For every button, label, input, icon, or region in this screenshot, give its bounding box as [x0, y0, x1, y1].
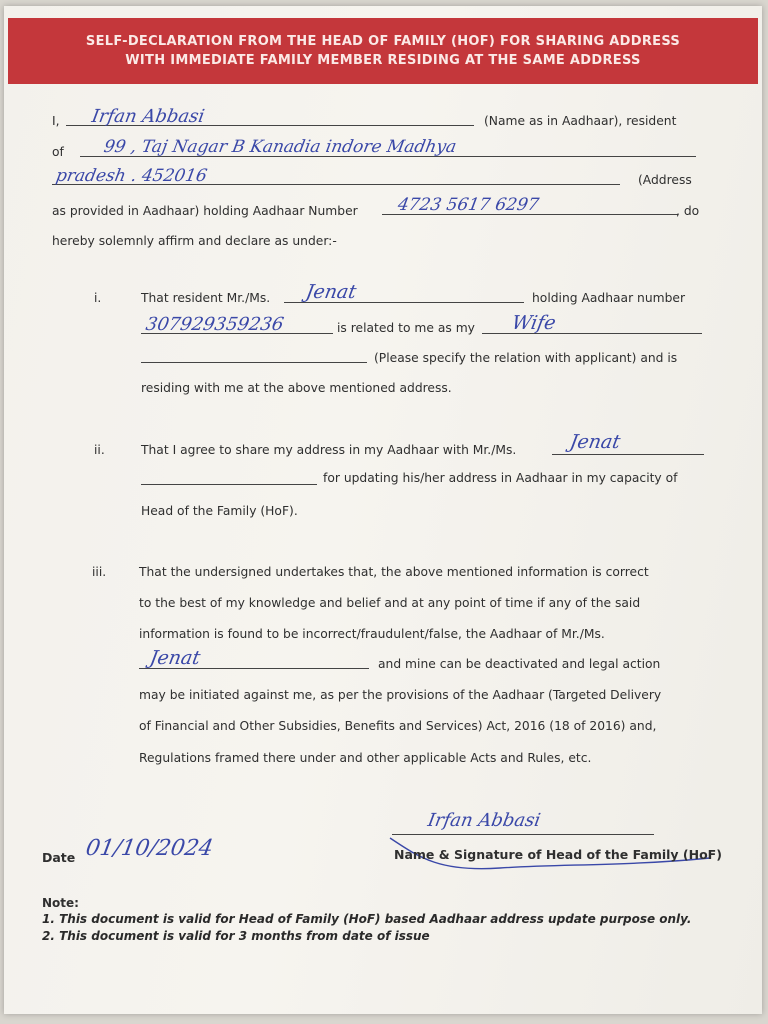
- address-hint: (Address: [638, 173, 692, 187]
- clause-3-line-6: of Financial and Other Subsidies, Benefits and Services) Act, 2016 (18 of 2016) and,: [139, 719, 657, 733]
- signature-handwritten: Irfan Abbasi: [426, 810, 543, 831]
- clause-1-line-1a: That resident Mr./Ms.: [141, 291, 271, 305]
- member-name-2-handwritten: Jenat: [568, 431, 623, 453]
- header-line-1: SELF-DECLARATION FROM THE HEAD OF FAMILY (HOF) FOR SHARING ADDRESS: [85, 34, 681, 49]
- signature-label: Name & Signature of Head of the Family (HoF): [394, 847, 722, 862]
- clause-1-line-2: is related to me as my: [337, 321, 475, 335]
- relation-handwritten: Wife: [510, 312, 558, 334]
- declaration-header: [8, 18, 758, 84]
- note-1: 1. This document is valid for Head of Family (HoF) based Aadhaar address update purpose only.: [42, 912, 692, 926]
- clause-1-line-4: residing with me at the above mentioned address.: [141, 381, 452, 395]
- note-2: 2. This document is valid for 3 months from date of issue: [42, 929, 430, 943]
- clause-3-line-7: Regulations framed there under and other applicable Acts and Rules, etc.: [139, 751, 592, 765]
- name-hint: (Name as in Aadhaar), resident: [484, 114, 677, 128]
- clause-3-line-2: to the best of my knowledge and belief and at any point of time if any of the said: [139, 596, 641, 610]
- clause-1-number: i.: [94, 291, 102, 305]
- clause-3-number: iii.: [92, 565, 107, 579]
- do-text: , do: [676, 204, 700, 218]
- of-prefix: of: [52, 145, 64, 159]
- address-handwritten-1: 99 , Taj Nagar B Kanadia indore Madhya: [102, 137, 458, 157]
- hof-aadhaar-handwritten: 4723 5617 6297: [396, 195, 541, 215]
- member-name-2-line: [552, 454, 704, 455]
- header-line-2: WITH IMMEDIATE FAMILY MEMBER RESIDING AT THE SAME ADDRESS: [125, 53, 641, 68]
- date-handwritten: 01/10/2024: [83, 836, 216, 861]
- clause-3-line-4: and mine can be deactivated and legal action: [378, 657, 661, 671]
- member-name-3-handwritten: Jenat: [148, 647, 203, 669]
- member-aadhaar-handwritten: 307929359236: [144, 314, 286, 335]
- clause-2-number: ii.: [94, 443, 105, 457]
- member-name-handwritten: Jenat: [304, 281, 359, 303]
- clause-2-line-2: for updating his/her address in Aadhaar in my capacity of: [323, 471, 678, 485]
- clause-2-line-3: Head of the Family (HoF).: [141, 504, 298, 518]
- clause-3-line-3: information is found to be incorrect/fraudulent/false, the Aadhaar of Mr./Ms.: [139, 627, 605, 641]
- address-handwritten-2: pradesh . 452016: [54, 166, 209, 186]
- affirm-text: hereby solemnly affirm and declare as under:-: [52, 234, 337, 248]
- clause-1-line-3: (Please specify the relation with applicant) and is: [374, 351, 678, 365]
- relation-line-2: [141, 362, 367, 363]
- as-provided-text: as provided in Aadhaar) holding Aadhaar Number: [52, 204, 358, 218]
- clause-3-line-5: may be initiated against me, as per the provisions of the Aadhaar (Targeted Delivery: [139, 688, 662, 702]
- intro-i-prefix: I,: [52, 114, 60, 128]
- date-label: Date: [42, 850, 76, 865]
- member-name-2-line-b: [141, 484, 317, 485]
- clause-2-line-1: That I agree to share my address in my Aadhaar with Mr./Ms.: [141, 443, 517, 457]
- hof-name-handwritten: Irfan Abbasi: [90, 106, 207, 127]
- note-title: Note:: [42, 896, 79, 910]
- clause-3-line-1: That the undersigned undertakes that, the above mentioned information is correct: [139, 565, 649, 579]
- clause-1-line-1b: holding Aadhaar number: [532, 291, 686, 305]
